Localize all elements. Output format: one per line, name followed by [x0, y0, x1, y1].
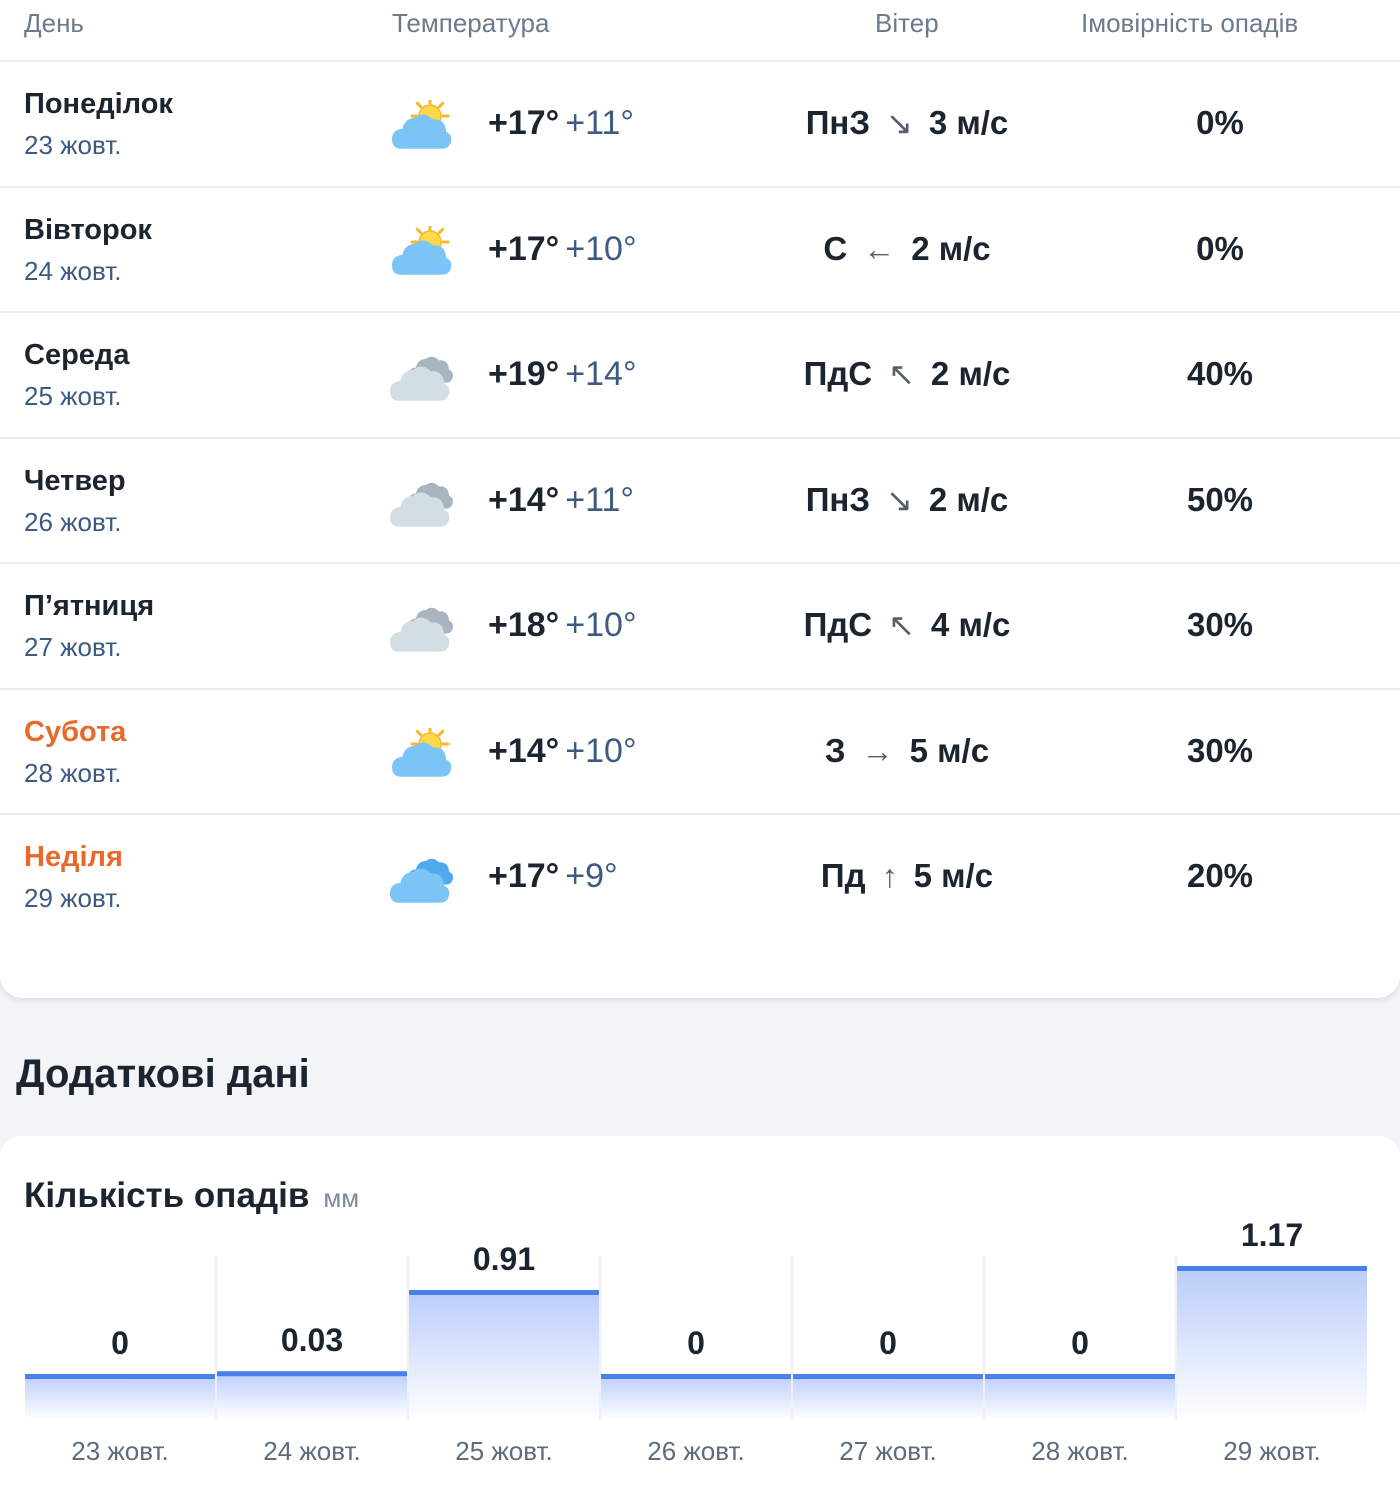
wind: [757, 230, 1057, 268]
sun-behind-cloud-icon: [390, 728, 456, 780]
precip-bar-fill: [793, 1374, 983, 1420]
day-date: 28 жовт.: [24, 757, 122, 788]
bar-value-label: 0.03: [280, 1322, 344, 1359]
precip-bar-top: [217, 1371, 407, 1376]
day-date: 23 жовт.: [24, 130, 122, 160]
wind-arrow-icon: →: [861, 732, 894, 769]
temperature: [488, 230, 637, 269]
header-wind: Вітер: [875, 8, 939, 38]
wind-direction: С: [823, 229, 848, 267]
temperature: [488, 732, 637, 771]
precipitation-card: [0, 1136, 1400, 1508]
overcast-clouds-icon: [390, 351, 456, 403]
day-name: Середа: [24, 339, 130, 371]
wind-arrow-icon: ↑: [881, 858, 898, 894]
wind-speed: 2 м/с: [911, 229, 991, 267]
day-name: Понеділок: [24, 88, 173, 120]
wind-direction: З: [824, 731, 846, 769]
wind-arrow-icon: ↘: [886, 481, 913, 518]
temperature: [488, 104, 634, 143]
forecast-row[interactable]: [0, 311, 1400, 438]
precip-bar: [601, 1325, 791, 1466]
precip-bar: [217, 1322, 407, 1466]
temp-min: +10°: [565, 229, 637, 268]
wind-direction: Пд: [820, 857, 866, 894]
temp-min: +11°: [565, 104, 635, 142]
bar-value-label: 0: [879, 1325, 897, 1361]
precip-probability: 40%: [1186, 355, 1254, 392]
wind-speed: 2 м/с: [930, 355, 1011, 392]
day-date: 24 жовт.: [24, 255, 122, 286]
temp-min: +10°: [565, 606, 637, 644]
day-name: Субота: [24, 715, 127, 748]
temperature: [488, 606, 637, 645]
wind: [757, 355, 1057, 393]
wind-speed: 5 м/с: [913, 857, 994, 894]
day-date: 26 жовт.: [24, 506, 122, 537]
x-tick-label: 27 жовт.: [839, 1436, 937, 1466]
wind-arrow-icon: ↘: [886, 105, 913, 141]
chart-title: [24, 1176, 359, 1216]
precip-bar-top: [601, 1374, 791, 1379]
precip-bar-fill: [25, 1374, 215, 1420]
precip-probability: 30%: [1186, 606, 1254, 643]
precip-probability: 0%: [1196, 104, 1244, 141]
overcast-clouds-icon: [390, 602, 456, 654]
cloudy-icon: [390, 853, 456, 905]
sun-behind-cloud-icon: [390, 100, 456, 152]
x-tick-label: 24 жовт.: [263, 1436, 361, 1466]
temp-min: +11°: [565, 480, 635, 519]
precip-probability: 0%: [1196, 229, 1244, 267]
day-name: Неділя: [24, 841, 123, 873]
precip-bar: [793, 1325, 983, 1466]
forecast-row[interactable]: [0, 688, 1400, 815]
precip-bar-top: [1177, 1266, 1367, 1271]
precip-bar: [25, 1325, 215, 1466]
precip-bar: [1177, 1217, 1367, 1466]
overcast-clouds-icon: [390, 477, 456, 529]
precip-bar: [985, 1325, 1175, 1466]
temp-max: +17°: [488, 857, 560, 895]
wind-speed: 3 м/с: [928, 104, 1009, 141]
bar-value-label: 0: [111, 1325, 129, 1361]
wind-arrow-icon: ←: [863, 230, 896, 267]
x-tick-label: 26 жовт.: [647, 1436, 745, 1466]
bar-value-label: 0: [1071, 1325, 1089, 1361]
temp-max: +14°: [488, 731, 560, 770]
precip-bar-fill: [1177, 1266, 1367, 1420]
precip-probability: 30%: [1186, 731, 1254, 769]
x-tick-label: 29 жовт.: [1223, 1436, 1321, 1466]
bar-value-label: 0.91: [472, 1241, 536, 1277]
precip-bar-top: [25, 1374, 215, 1379]
x-tick-label: 28 жовт.: [1031, 1436, 1129, 1466]
day-date: 25 жовт.: [24, 381, 122, 411]
forecast-row[interactable]: [0, 437, 1400, 564]
forecast-row[interactable]: [0, 186, 1400, 313]
day-name: Вівторок: [24, 213, 152, 246]
forecast-row[interactable]: [0, 813, 1400, 940]
wind: [757, 732, 1057, 770]
precip-bar-fill: [409, 1290, 599, 1420]
wind-arrow-icon: ↖: [888, 356, 915, 392]
temp-min: +10°: [565, 731, 637, 770]
wind-speed: 2 м/с: [928, 480, 1009, 518]
temp-max: +18°: [488, 606, 560, 644]
day-name: П’ятниця: [24, 590, 155, 622]
temperature: [488, 481, 634, 520]
precip-bar-fill: [601, 1374, 791, 1420]
temp-max: +17°: [488, 104, 560, 142]
chart-unit: мм: [323, 1183, 360, 1213]
header-temperature: Температура: [392, 8, 550, 38]
day-name: Четвер: [24, 464, 126, 497]
temp-max: +14°: [488, 480, 560, 519]
header-day: День: [24, 8, 84, 38]
wind-direction: ПдС: [803, 606, 873, 643]
wind: [757, 857, 1057, 895]
sun-behind-cloud-icon: [390, 226, 456, 278]
wind-speed: 5 м/с: [909, 731, 990, 769]
precip-bar-top: [793, 1374, 983, 1379]
x-tick-label: 25 жовт.: [455, 1436, 553, 1466]
wind-direction: ПнЗ: [805, 104, 871, 141]
wind: [757, 606, 1057, 644]
day-date: 27 жовт.: [24, 632, 122, 662]
temp-min: +9°: [565, 857, 618, 895]
wind-arrow-icon: ↖: [888, 607, 915, 643]
wind: [757, 481, 1057, 519]
temp-min: +14°: [565, 355, 637, 393]
bar-value-label: 0: [687, 1325, 705, 1361]
forecast-row[interactable]: [0, 562, 1400, 689]
header-precip-probability: Імовірність опадів: [1081, 8, 1299, 38]
temp-max: +19°: [488, 355, 560, 393]
forecast-row[interactable]: [0, 60, 1400, 187]
precip-probability: 20%: [1186, 857, 1254, 894]
temp-max: +17°: [488, 229, 560, 268]
temperature: [488, 355, 637, 394]
precip-bar: [409, 1241, 599, 1466]
precip-probability: 50%: [1186, 480, 1254, 518]
wind-direction: ПдС: [803, 355, 873, 392]
section-title-extra: Додаткові дані: [16, 1052, 310, 1096]
wind: [757, 104, 1057, 142]
chart-title-text: Кількість опадів: [24, 1176, 310, 1215]
precip-bar-fill: [985, 1374, 1175, 1420]
precip-bar-top: [409, 1290, 599, 1295]
wind-direction: ПнЗ: [805, 480, 871, 518]
precip-bar-fill: [217, 1371, 407, 1420]
precip-bar-top: [985, 1374, 1175, 1379]
day-date: 29 жовт.: [24, 883, 122, 913]
temperature: [488, 857, 618, 896]
x-tick-label: 23 жовт.: [71, 1436, 169, 1466]
bar-value-label: 1.17: [1240, 1217, 1304, 1253]
wind-speed: 4 м/с: [930, 606, 1011, 643]
